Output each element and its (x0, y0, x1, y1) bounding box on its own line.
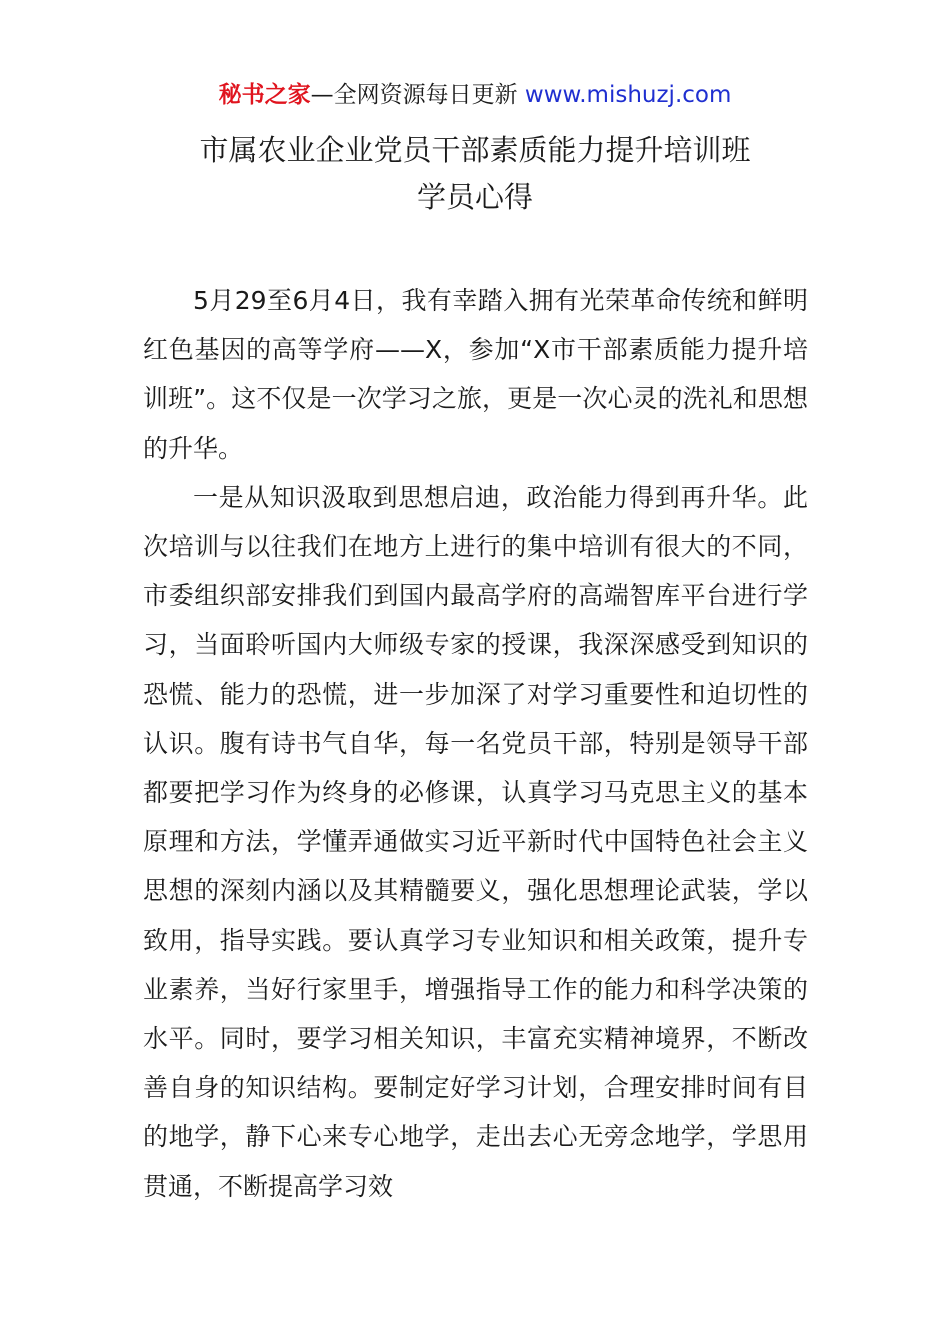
brand-name: 秘书之家 (218, 82, 311, 108)
paragraph-intro: 5月29至6月4日，我有幸踏入拥有光荣革命传统和鲜明红色基因的高等学府——X，参加“X市干部素质能力提升培训班”。这不仅是一次学习之旅，更是一次心灵的洗礼和思想的升华。 (143, 286, 808, 463)
site-url-link[interactable]: www.mishuzj.com (524, 82, 732, 108)
document-title: 市属农业企业党员干部素质能力提升培训班 (199, 133, 751, 167)
document-subtitle: 学员心得 (416, 180, 533, 214)
document-body (143, 276, 808, 1211)
site-header (0, 78, 950, 112)
paragraph-point-one: 一是从知识汲取到思想启迪，政治能力得到再升华。此次培训与以往我们在地方上进行的集中培训有很大的不同，市委组织部安排我们到国内最高学府的高端智库平台进行学习，当面聆听国内大师级专家的授课，我深深感受到知识的恐慌、能力的恐慌，进一步加深了对学习重要性和迫切性的认识。腹有诗书气自华，每一名党员干部，特别是领导干部都要把学习作为终身的必修课，认真学习马克思主义的基本原理和方法，学懂弄通做实习近平新时代中国特色社会主义思想的深刻内涵以及其精髓要义，强化思想理论武装，学以致用，指导实践。要认真学习专业知识和相关政策，提升专业素养，当好行家里手，增强指导工作的能力和科学决策的水平。同时，要学习相关知识，丰富充实精神境界，不断改善自身的知识结构。要制定好学习计划，合理安排时间有目的地学，静下心来专心地学，走出去心无旁念地学，学思用贯通，不断提高学习效 (143, 482, 808, 1201)
header-tagline: —全网资源每日更新 (310, 82, 525, 108)
